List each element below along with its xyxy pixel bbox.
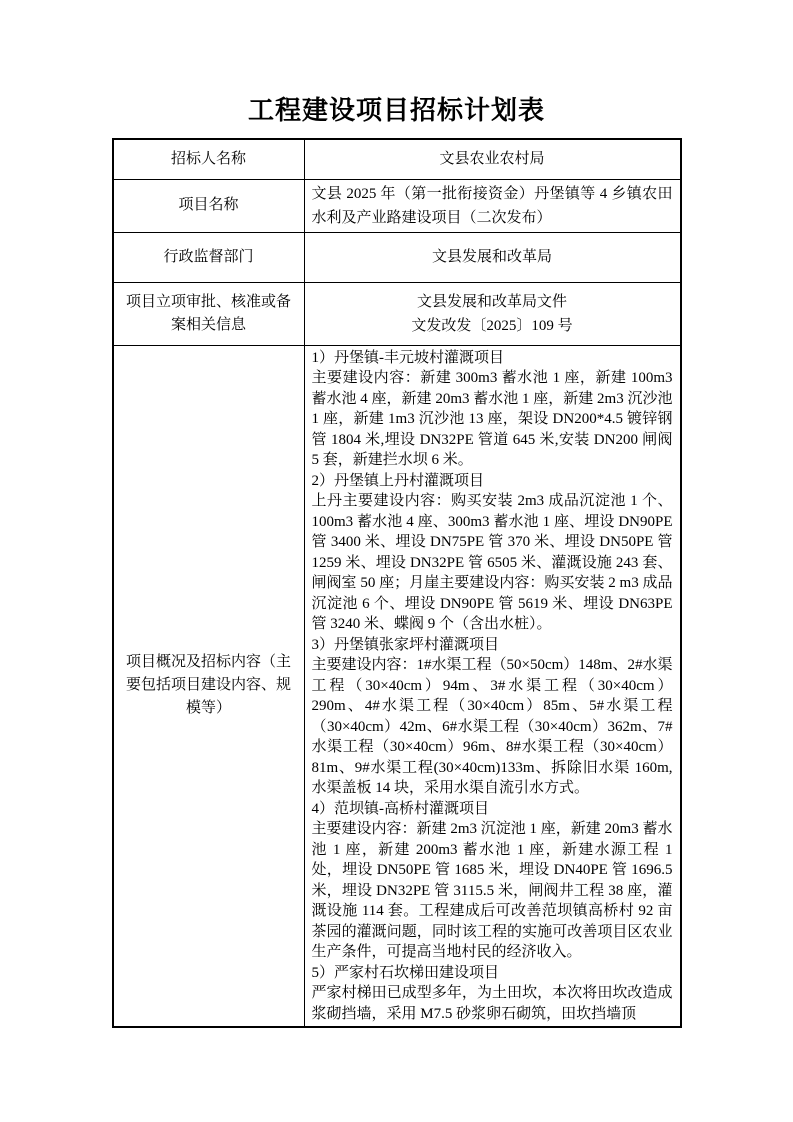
overview-item-2-body: 上丹主要建设内容：购买安装 2m3 成品沉淀池 1 个、100m3 蓄水池 4 座、300m3 蓄水池 1 座、埋设 DN90PE 管 3400 米、埋设 DN75PE 管 370 米、埋设 DN50PE 管 1259 米、埋设 DN32PE 管 6505 米、灌溉设施 243 套、闸阀室 50 座；月崖主要建设内容：购买安装 2 m3 成品沉淀池 6 个、埋设 DN90PE 管 5619 米、埋设 DN63PE 管 3240 米、蝶阀 9 个（含出水桩）。 bbox=[311, 493, 673, 632]
approval-doc-number: 文发改发〔2025〕109 号 bbox=[411, 317, 573, 334]
overview-item-4-title: 4）范坝镇-高桥村灌溉项目 bbox=[311, 800, 489, 817]
overview-item-5-title: 5）严家村石坎梯田建设项目 bbox=[311, 964, 500, 981]
row-value-admin-dept: 文县发展和改革局 bbox=[304, 232, 681, 282]
row-label-project-name: 项目名称 bbox=[113, 179, 305, 232]
table-row-bidder-name bbox=[113, 139, 681, 179]
row-label-admin-dept: 行政监督部门 bbox=[113, 232, 305, 282]
table-row-approval-info bbox=[113, 282, 681, 345]
overview-item-4-body: 主要建设内容：新建 2m3 沉淀池 1 座，新建 20m3 蓄水池 1 座，新建 200m3 蓄水池 1 座，新建水源工程 1 处，埋设 DN50PE 管 1685 米，埋设 DN40PE 管 1696.5 米，埋设 DN32PE 管 3115.5 米，闸阀井工程 38 座，灌溉设施 114 套。工程建成后可改善范坝镇高桥村 92 亩茶园的灌溉问题，同时该工程的实施可改善项目区农业生产条件，可提高当地村民的经济收入。 bbox=[311, 821, 673, 960]
overview-item-1-title: 1）丹堡镇-丰元坡村灌溉项目 bbox=[311, 349, 504, 366]
bidding-plan-table bbox=[112, 138, 682, 1028]
approval-doc-source: 文县发展和改革局文件 bbox=[416, 293, 567, 310]
overview-item-2-title: 2）丹堡镇上丹村灌溉项目 bbox=[311, 472, 485, 489]
row-value-bidder-name: 文县农业农村局 bbox=[304, 139, 681, 179]
overview-item-3-body: 主要建设内容：1#水渠工程（50×50cm）148m、2#水渠工程（30×40cm）94m、3#水渠工程（30×40cm）290m、4#水渠工程（30×40cm）85m、5#水渠工程（30×40cm）42m、6#水渠工程（30×40cm）362m、7#水渠工程（30×40cm）96m、8#水渠工程（30×40cm）81m、9#水渠工程(30×40cm)133m、拆除旧水渠 160m,水渠盖板 14 块，采用水渠自流引水方式。 bbox=[311, 657, 673, 796]
row-value-project-name: 文县 2025 年（第一批衔接资金）丹堡镇等 4 乡镇农田水利及产业路建设项目（二次发布） bbox=[304, 179, 681, 232]
table-row-admin-dept bbox=[113, 232, 681, 282]
overview-item-3-title: 3）丹堡镇张家坪村灌溉项目 bbox=[311, 636, 500, 653]
row-label-bidder-name: 招标人名称 bbox=[113, 139, 305, 179]
page-title: 工程建设项目招标计划表 bbox=[247, 95, 545, 125]
row-label-project-overview: 项目概况及招标内容（主要包括项目建设内容、规模等） bbox=[113, 345, 305, 1027]
overview-item-1-body: 主要建设内容：新建 300m3 蓄水池 1 座，新建 100m3 蓄水池 4 座，新建 20m3 蓄水池 1 座，新建 2m3 沉沙池 1 座，新建 1m3 沉沙池 13 座，架设 DN200*4.5 镀锌钢管 1804 米,埋设 DN32PE 管道 645 米,安装 DN200 闸阀 5 套，新建拦水坝 6 米。 bbox=[311, 370, 673, 468]
overview-item-5-body: 严家村梯田已成型多年，为土田坎，本次将田坎改造成浆砌挡墙，采用 M7.5 砂浆卵石砌筑，田坎挡墙顶 bbox=[311, 985, 673, 1022]
row-label-approval-info: 项目立项审批、核准或备案相关信息 bbox=[113, 282, 305, 345]
row-value-project-overview bbox=[304, 345, 681, 1027]
table-row-project-overview bbox=[113, 345, 681, 1027]
row-value-approval-info bbox=[304, 282, 681, 345]
table-row-project-name bbox=[113, 179, 681, 232]
